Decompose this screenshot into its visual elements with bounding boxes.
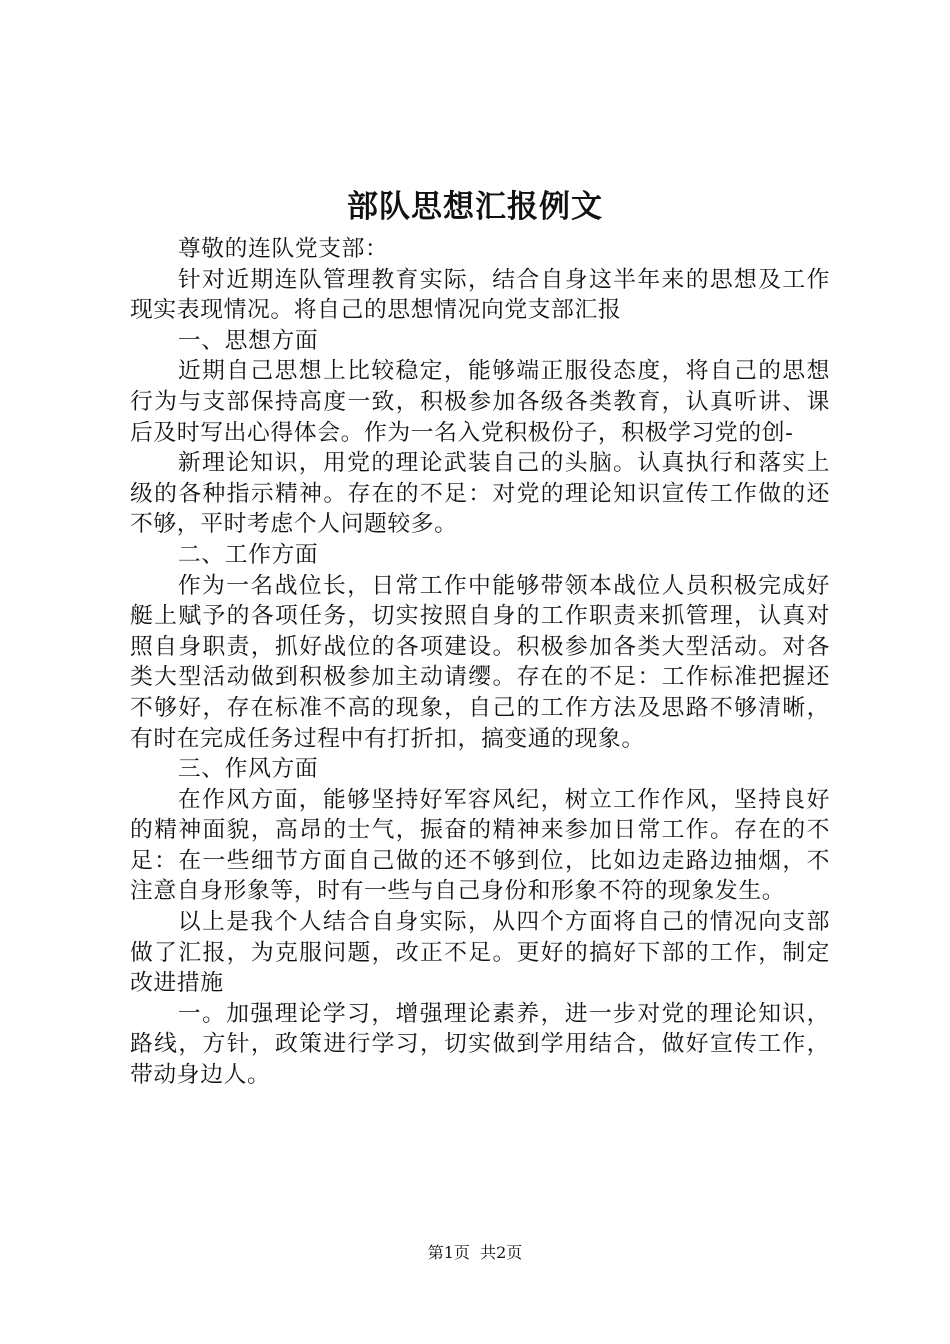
work-paragraph: 作为一名战位长，日常工作中能够带领本战位人员积极完成好艇上赋予的各项任务，切实按照自身的工作职责来抓管理，认真对照自身职责，抓好战位的各项建设。积极参加各类大型活动。对各类大型活动做到积极参加主动请缨。存在的不足：工作标准把握还不够好，存在标准不高的现象，自己的工作方法及思路不够清晰，有时在完成任务过程中有打折扣，搞变通的现象。 — [130, 572, 830, 752]
section-heading-thought: 一、思想方面 — [177, 327, 319, 354]
document-body — [130, 234, 830, 1091]
section-heading-work: 二、工作方面 — [177, 541, 319, 568]
measure-paragraph-1: 一。加强理论学习，增强理论素养，进一步对党的理论知识，路线，方针，政策进行学习，切实做到学用结合，做好宣传工作，带动身边人。 — [130, 1000, 830, 1089]
thought-paragraph-2: 新理论知识，用党的理论武装自己的头脑。认真执行和落实上级的各种指示精神。存在的不足：对党的理论知识宣传工作做的还不够，平时考虑个人问题较多。 — [130, 450, 830, 538]
style-paragraph: 在作风方面，能够坚持好军容风纪，树立工作作风，坚持良好的精神面貌，高昂的士气，振奋的精神来参加日常工作。存在的不足：在一些细节方面自己做的还不够到位，比如边走路边抽烟，不注意自身形象等，时有一些与自己身份和形象不符的现象发生。 — [130, 786, 830, 905]
summary-paragraph: 以上是我个人结合自身实际，从四个方面将自己的情况向支部做了汇报，为克服问题，改正不足。更好的搞好下部的工作，制定改进措施 — [130, 909, 830, 997]
document-title: 部队思想汇报例文 — [347, 189, 603, 225]
thought-paragraph-1: 近期自己思想上比较稳定，能够端正服役态度，将自己的思想行为与支部保持高度一致，积极参加各级各类教育，认真听讲、课后及时写出心得体会。作为一名入党积极份子，积极学习党的创- — [130, 358, 830, 446]
salutation: 尊敬的连队党支部： — [177, 236, 389, 262]
section-heading-style: 三、作风方面 — [177, 756, 319, 783]
page-number: 第1页 共2页 — [427, 1243, 523, 1262]
intro-paragraph: 针对近期连队管理教育实际，结合自身这半年来的思想及工作现实表现情况。将自己的思想情况向党支部汇报 — [130, 266, 830, 324]
